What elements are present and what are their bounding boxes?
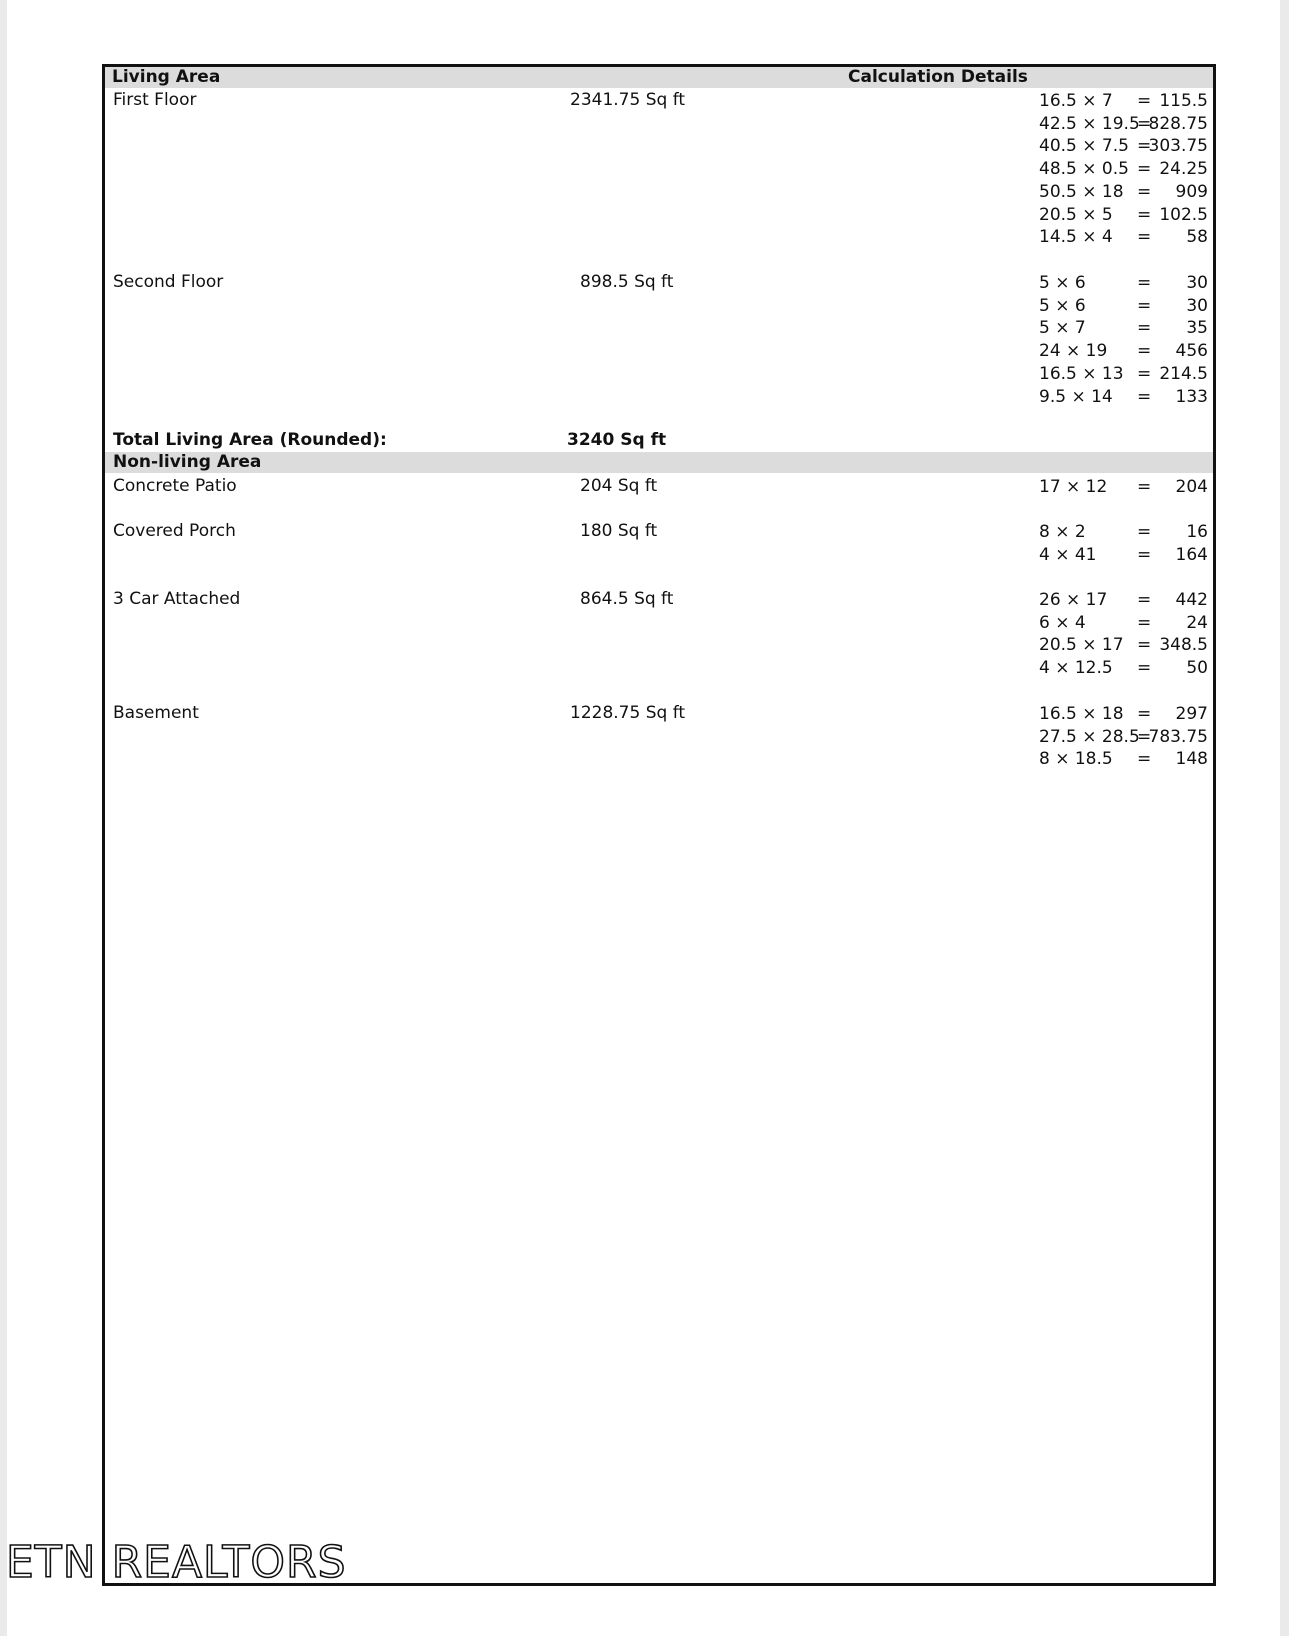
calc-expression: 16.5 × 18 [1039, 704, 1124, 724]
calc-expression: 6 × 4 [1039, 612, 1086, 633]
row-area: 2341.75 Sq ft [570, 90, 686, 110]
calc-equals: = [1137, 204, 1152, 225]
row-name: First Floor [113, 90, 197, 110]
calc-result: 24 [1186, 612, 1208, 633]
calc-row [1039, 181, 1211, 203]
calc-equals: = [1137, 658, 1152, 679]
calc-equals: = [1137, 295, 1152, 316]
calc-result: 16 [1186, 522, 1208, 542]
etn-realtors-logo: ETN REALTORS [6, 1537, 347, 1588]
calc-result: 30 [1186, 273, 1208, 293]
calc-expression: 9.5 × 14 [1039, 386, 1113, 407]
calc-row [1039, 748, 1211, 770]
row-area: 864.5 Sq ft [580, 589, 674, 609]
total-living-area-label: Total Living Area (Rounded): [113, 430, 387, 450]
calc-row [1039, 589, 1211, 611]
calc-row [1039, 340, 1211, 362]
calc-row [1039, 386, 1211, 408]
calc-result: 204 [1175, 477, 1208, 497]
calc-row [1039, 363, 1211, 385]
calc-expression: 16.5 × 7 [1039, 91, 1113, 111]
calc-result: 24.25 [1159, 159, 1208, 180]
calc-result: 442 [1175, 590, 1208, 610]
calc-row [1039, 703, 1211, 725]
calc-result: 164 [1175, 544, 1208, 565]
calc-result: 30 [1186, 295, 1208, 316]
calc-expression: 8 × 2 [1039, 522, 1086, 542]
calc-row [1039, 521, 1211, 543]
calc-result: 148 [1175, 749, 1208, 770]
calc-result: 303.75 [1148, 136, 1208, 157]
calc-result: 102.5 [1159, 204, 1208, 225]
calc-equals: = [1137, 635, 1152, 656]
calc-equals: = [1137, 136, 1152, 157]
calc-result: 348.5 [1159, 635, 1208, 656]
calc-expression: 40.5 × 7.5 [1039, 136, 1129, 157]
calc-equals: = [1137, 590, 1152, 610]
calc-expression: 5 × 7 [1039, 318, 1086, 339]
calc-result: 456 [1175, 341, 1208, 362]
calc-equals: = [1137, 749, 1152, 770]
calc-row [1039, 726, 1211, 748]
calc-expression: 48.5 × 0.5 [1039, 159, 1129, 180]
total-living-area-value: 3240 Sq ft [567, 430, 667, 450]
calc-result: 35 [1186, 318, 1208, 339]
row-name: 3 Car Attached [113, 589, 241, 609]
living-area-heading: Living Area [112, 67, 221, 87]
calc-equals: = [1137, 612, 1152, 633]
calc-expression: 20.5 × 17 [1039, 635, 1124, 656]
calc-expression: 8 × 18.5 [1039, 749, 1113, 770]
calc-expression: 5 × 6 [1039, 295, 1086, 316]
calc-equals: = [1137, 113, 1152, 134]
calc-expression: 24 × 19 [1039, 341, 1108, 362]
calc-row [1039, 113, 1211, 135]
calc-expression: 50.5 × 18 [1039, 181, 1124, 202]
calc-result: 58 [1186, 227, 1208, 248]
calc-equals: = [1137, 91, 1152, 111]
calc-equals: = [1137, 386, 1152, 407]
calc-equals: = [1137, 522, 1152, 542]
calc-equals: = [1137, 544, 1152, 565]
row-name: Basement [113, 703, 199, 723]
row-area: 204 Sq ft [580, 476, 658, 496]
calc-result: 214.5 [1159, 363, 1208, 384]
calc-expression: 17 × 12 [1039, 477, 1108, 497]
calc-result: 297 [1175, 704, 1208, 724]
calc-equals: = [1137, 704, 1152, 724]
row-name: Second Floor [113, 272, 224, 292]
calc-row [1039, 90, 1211, 112]
calc-expression: 27.5 × 28.5 [1039, 726, 1140, 747]
calc-expression: 4 × 12.5 [1039, 658, 1113, 679]
living-area-header-band [105, 67, 1213, 88]
calc-equals: = [1137, 477, 1152, 497]
calc-result: 133 [1175, 386, 1208, 407]
calc-equals: = [1137, 159, 1152, 180]
calc-row [1039, 204, 1211, 226]
calc-row [1039, 544, 1211, 566]
calc-result: 828.75 [1148, 113, 1208, 134]
calc-row [1039, 226, 1211, 248]
calculation-details-heading: Calculation Details [848, 67, 1028, 87]
calc-equals: = [1137, 363, 1152, 384]
calc-row [1039, 634, 1211, 656]
calc-row [1039, 135, 1211, 157]
left-margin-strip [0, 0, 7, 1636]
calc-expression: 16.5 × 13 [1039, 363, 1124, 384]
calc-expression: 26 × 17 [1039, 590, 1108, 610]
calc-equals: = [1137, 181, 1152, 202]
calc-result: 115.5 [1159, 91, 1208, 111]
calc-row [1039, 612, 1211, 634]
calc-equals: = [1137, 341, 1152, 362]
row-area: 1228.75 Sq ft [570, 703, 686, 723]
row-area: 898.5 Sq ft [580, 272, 674, 292]
non-living-area-heading: Non-living Area [113, 452, 262, 472]
calc-equals: = [1137, 318, 1152, 339]
calc-row [1039, 317, 1211, 339]
calc-result: 50 [1186, 658, 1208, 679]
calc-row [1039, 476, 1211, 498]
row-area: 180 Sq ft [580, 521, 658, 541]
calc-row [1039, 158, 1211, 180]
calc-equals: = [1137, 273, 1152, 293]
calc-expression: 42.5 × 19.5 [1039, 113, 1140, 134]
right-margin-strip [1280, 0, 1289, 1636]
row-name: Covered Porch [113, 521, 236, 541]
calc-expression: 14.5 × 4 [1039, 227, 1113, 248]
calc-result: 909 [1175, 181, 1208, 202]
calc-expression: 4 × 41 [1039, 544, 1097, 565]
row-name: Concrete Patio [113, 476, 237, 496]
calc-result: 783.75 [1148, 726, 1208, 747]
non-living-area-header-band [105, 452, 1213, 473]
calc-row [1039, 272, 1211, 294]
calc-expression: 5 × 6 [1039, 273, 1086, 293]
calc-equals: = [1137, 227, 1152, 248]
calc-equals: = [1137, 726, 1152, 747]
calc-expression: 20.5 × 5 [1039, 204, 1113, 225]
calc-row [1039, 295, 1211, 317]
calc-row [1039, 657, 1211, 679]
